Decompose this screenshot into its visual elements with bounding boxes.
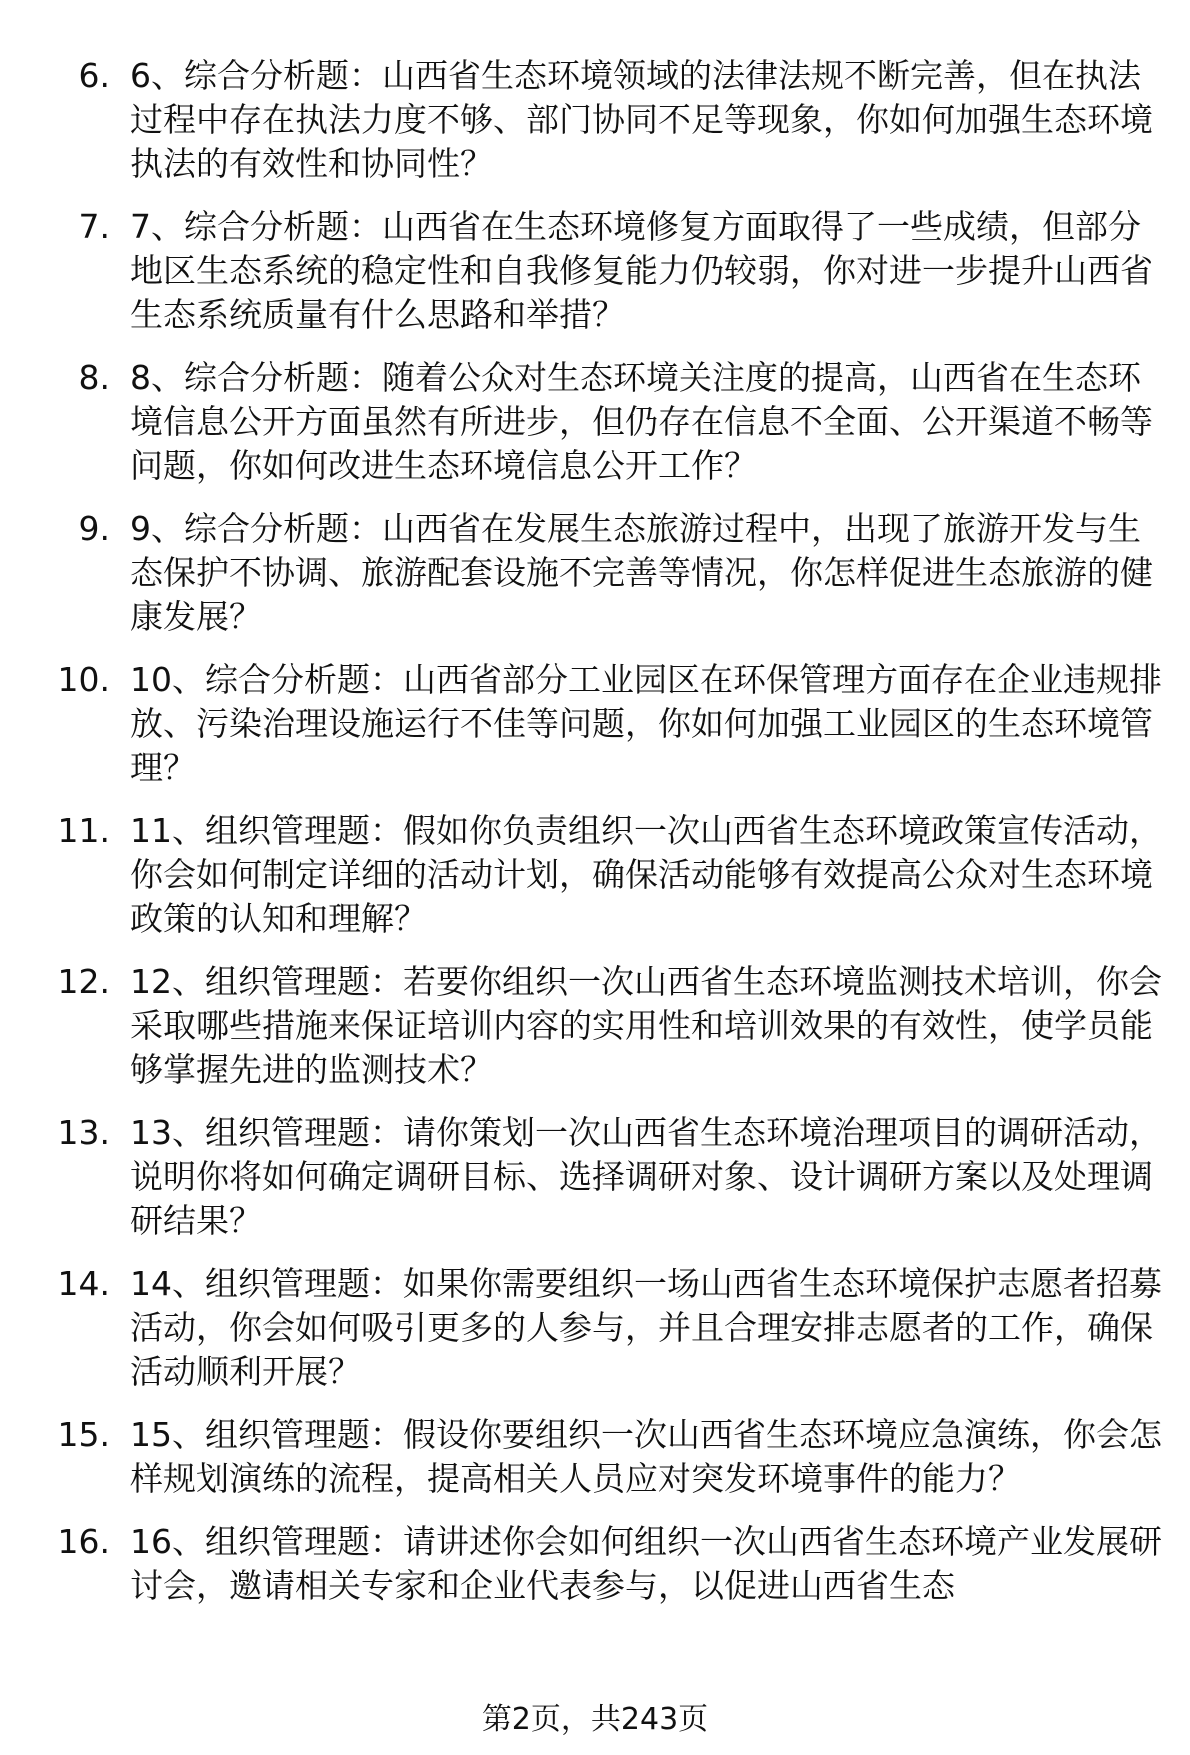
- item-number: 8.: [78, 358, 110, 397]
- item-text: 8、综合分析题：随着公众对生态环境关注度的提高，山西省在生态环境信息公开方面虽然有所进步，但仍存在信息不全面、公开渠道不畅等问题，你如何改进生态环境信息公开工作？: [130, 358, 1153, 485]
- item-text: 11、组织管理题：假如你负责组织一次山西省生态环境政策宣传活动，你会如何制定详细的活动计划，确保活动能够有效提高公众对生态环境政策的认知和理解？: [130, 811, 1162, 938]
- item-text: 13、组织管理题：请你策划一次山西省生态环境治理项目的调研活动，说明你将如何确定调研目标、选择调研对象、设计调研方案以及处理调研结果？: [130, 1113, 1162, 1240]
- list-item: [0, 1262, 1190, 1394]
- list-item: [0, 809, 1190, 941]
- item-text: 12、组织管理题：若要你组织一次山西省生态环境监测技术培训，你会采取哪些措施来保证培训内容的实用性和培训效果的有效性，使学员能够掌握先进的监测技术？: [130, 962, 1162, 1089]
- list-item: [0, 658, 1190, 790]
- page-number-label: 第2页，共243页: [481, 1702, 709, 1737]
- item-number: 16.: [57, 1522, 110, 1561]
- list-item: [0, 205, 1190, 337]
- item-text: 6、综合分析题：山西省生态环境领域的法律法规不断完善，但在执法过程中存在执法力度不够、部门协同不足等现象，你如何加强生态环境执法的有效性和协同性？: [130, 56, 1153, 183]
- item-text: 15、组织管理题：假设你要组织一次山西省生态环境应急演练，你会怎样规划演练的流程，提高相关人员应对突发环境事件的能力？: [130, 1415, 1162, 1498]
- list-item: [0, 507, 1190, 639]
- item-text: 14、组织管理题：如果你需要组织一场山西省生态环境保护志愿者招募活动，你会如何吸引更多的人参与，并且合理安排志愿者的工作，确保活动顺利开展？: [130, 1264, 1162, 1391]
- list-item: [0, 54, 1190, 186]
- item-number: 6.: [78, 56, 110, 95]
- item-number: 11.: [57, 811, 110, 850]
- page-footer: [0, 1700, 1190, 1740]
- list-item: [0, 1413, 1190, 1501]
- list-item: [0, 1111, 1190, 1243]
- item-number: 12.: [57, 962, 110, 1001]
- list-item: [0, 960, 1190, 1092]
- item-number: 14.: [57, 1264, 110, 1303]
- item-text: 10、综合分析题：山西省部分工业园区在环保管理方面存在企业违规排放、污染治理设施运行不佳等问题，你如何加强工业园区的生态环境管理？: [130, 660, 1162, 787]
- item-text: 7、综合分析题：山西省在生态环境修复方面取得了一些成绩，但部分地区生态系统的稳定性和自我修复能力仍较弱，你对进一步提升山西省生态系统质量有什么思路和举措？: [130, 207, 1153, 334]
- question-list: [0, 54, 1190, 1627]
- list-item: [0, 356, 1190, 488]
- item-number: 13.: [57, 1113, 110, 1152]
- item-number: 9.: [78, 509, 110, 548]
- item-number: 7.: [78, 207, 110, 246]
- item-text: 9、综合分析题：山西省在发展生态旅游过程中，出现了旅游开发与生态保护不协调、旅游配套设施不完善等情况，你怎样促进生态旅游的健康发展？: [130, 509, 1153, 636]
- item-number: 15.: [57, 1415, 110, 1454]
- list-item: [0, 1520, 1190, 1608]
- item-number: 10.: [57, 660, 110, 699]
- item-text: 16、组织管理题：请讲述你会如何组织一次山西省生态环境产业发展研讨会，邀请相关专家和企业代表参与，以促进山西省生态: [130, 1522, 1162, 1605]
